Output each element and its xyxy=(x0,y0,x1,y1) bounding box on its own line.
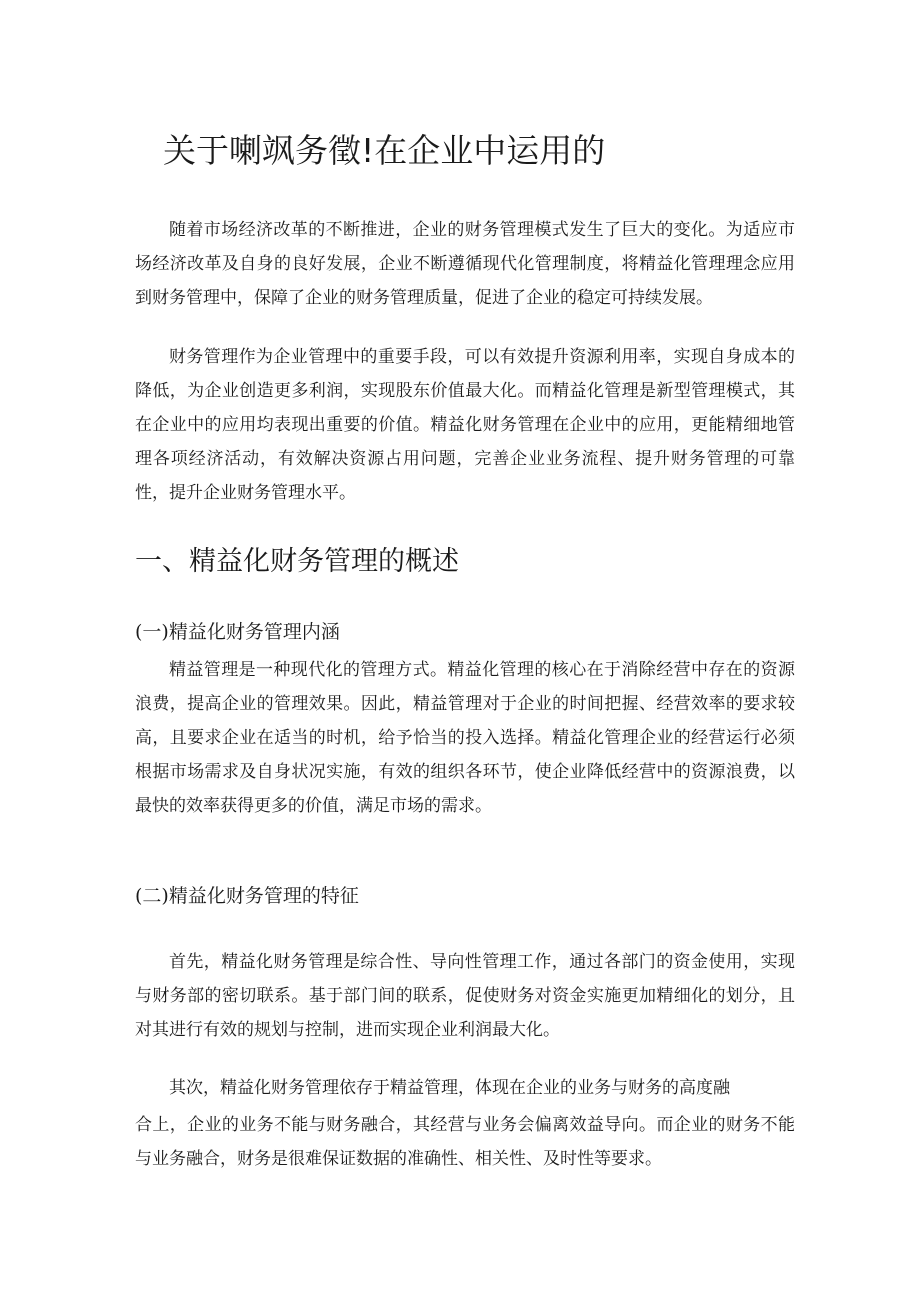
subsection-heading-characteristics: (二)精益化财务管理的特征 xyxy=(135,885,359,907)
intro-paragraph-2: 财务管理作为企业管理中的重要手段，可以有效提升资源利用率，实现自身成本的降低，为企业创造更多利润，实现股东价值最大化。而精益化管理是新型管理模式，其在企业中的应用均表现出重要的价值。精益化财务管理在企业中的应用，更能精细地管理各项经济活动，有效解决资源占用问题，完善企业业务流程、提升财务管理的可靠性，提升企业财务管理水平。 xyxy=(135,347,795,503)
characteristics-paragraph-1: 首先，精益化财务管理是综合性、导向性管理工作，通过各部门的资金使用，实现与财务部的密切联系。基于部门间的联系，促使财务对资金实施更加精细化的划分，且对其进行有效的规划与控制，进而实现企业利润最大化。 xyxy=(135,952,795,1040)
characteristics-paragraph-2-continued: 合上，企业的业务不能与财务融合，其经营与业务会偏离效益导向。而企业的财务不能与业务融合，财务是很难保证数据的准确性、相关性、及时性等要求。 xyxy=(135,1115,795,1169)
characteristics-paragraph-2-first-line: 其次，精益化财务管理依存于精益管理，体现在企业的业务与财务的高度融 xyxy=(169,1078,730,1098)
section-heading-overview: 一、精益化财务管理的概述 xyxy=(135,546,459,577)
subsection-heading-connotation: (一)精益化财务管理内涵 xyxy=(135,621,340,643)
document-title: 关于喇飒务徵!在企业中运用的 xyxy=(163,131,606,170)
connotation-paragraph: 精益管理是一种现代化的管理方式。精益化管理的核心在于消除经营中存在的资源浪费，提高企业的管理效果。因此，精益管理对于企业的时间把握、经营效率的要求较高，且要求企业在适当的时机，给予恰当的投入选择。精益化管理企业的经营运行必须根据市场需求及自身状况实施，有效的组织各环节，使企业降低经营中的资源浪费，以最快的效率获得更多的价值，满足市场的需求。 xyxy=(135,660,795,816)
intro-paragraph-1: 随着市场经济改革的不断推进，企业的财务管理模式发生了巨大的变化。为适应市场经济改革及自身的良好发展，企业不断遵循现代化管理制度，将精益化管理理念应用到财务管理中，保障了企业的财务管理质量，促进了企业的稳定可持续发展。 xyxy=(135,220,795,308)
